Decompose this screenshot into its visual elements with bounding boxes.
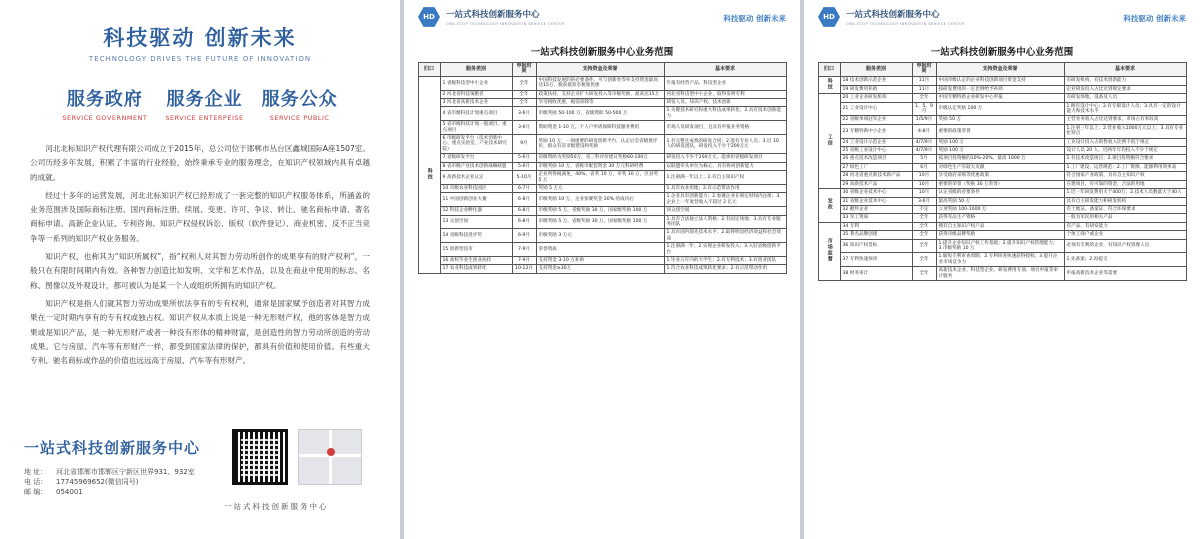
apply-time: 11月 bbox=[912, 76, 936, 85]
requirements: 工业设计投入占销售收入比例不低于规定 bbox=[1064, 138, 1186, 146]
service-name: 25 省级工业设计中心 bbox=[840, 147, 912, 155]
contact-postcode: 邮 编： 054001 bbox=[24, 488, 83, 496]
contact-footer bbox=[0, 427, 400, 539]
support-funds: 奖励 50 万 bbox=[936, 116, 1064, 124]
service-name: 20 工业企业研发机构 bbox=[840, 94, 912, 102]
requirements: 有研发机构，有技术创新能力 bbox=[1064, 76, 1186, 85]
service-name: 36 知识产权贯标 bbox=[840, 239, 912, 253]
service-pillars bbox=[0, 85, 400, 122]
requirements: 申报高新技术企业等需要 bbox=[1064, 267, 1186, 281]
table-row bbox=[418, 215, 786, 229]
service-name: 35 著名品牌创建 bbox=[840, 231, 912, 239]
slogan: 科技驱动 创新未来 bbox=[723, 14, 786, 23]
support-funds: 企业所得税减免，40%，省奖 10 万，市奖 10 万，区县奖 5 万 bbox=[536, 171, 664, 185]
service-name: 24 工业设计示范企业 bbox=[840, 138, 912, 146]
support-funds: 奖励 100 万 bbox=[936, 138, 1064, 146]
category-cell bbox=[818, 94, 840, 189]
support-funds: 省级资助为奖励50万，省三科评价建议奖励60-100万 bbox=[536, 154, 664, 162]
table-row bbox=[818, 124, 1186, 138]
page-header bbox=[804, 0, 1200, 34]
requirements: 同众创空间 bbox=[664, 207, 786, 215]
apply-time: 7-9月 bbox=[512, 243, 536, 257]
table-row bbox=[818, 253, 1186, 267]
table-row bbox=[418, 99, 786, 107]
table-row bbox=[418, 90, 786, 98]
apply-time: 不定 bbox=[912, 205, 936, 213]
requirements: 1.有完整且成熟的研发合同；2.能有专业人员；3.近 10 人的研发团队，研发投入不少于200万元 bbox=[664, 135, 786, 154]
table-header-row: 归口 服务类别 申报时间 支持资金及荣誉 基本要求 bbox=[818, 63, 1186, 77]
apply-time: 6-8月 bbox=[512, 193, 536, 207]
table-row bbox=[818, 85, 1186, 94]
apply-time: 11月 bbox=[912, 85, 936, 94]
table-row bbox=[818, 102, 1186, 116]
apply-time: 3-6月 bbox=[512, 121, 536, 135]
support-funds: 享受政府采购等优惠政策 bbox=[936, 172, 1064, 180]
apply-time: 1、5、9月 bbox=[912, 102, 936, 116]
page-title: 一站式科技创新服务中心业务范围 bbox=[930, 47, 1074, 58]
requirements: 市场人员研发项目，且具有申报业务资格 bbox=[664, 121, 786, 135]
requirements: 有土地证、备案证、符合环保要求 bbox=[1064, 205, 1186, 213]
service-name: 14 省级科技进步奖 bbox=[440, 229, 512, 243]
category-cell bbox=[818, 222, 840, 280]
support-funds: 中国专精特新企业研发中心申报 bbox=[936, 94, 1064, 102]
requirements: 河北省科技型中小企业，取得发明专利 bbox=[664, 90, 786, 98]
apply-time: 10月 bbox=[912, 189, 936, 197]
table-row bbox=[818, 155, 1186, 163]
requirements: 有产品、有研发能力 bbox=[1064, 222, 1186, 230]
intro-paragraph: 知识产权，也称其为“知识所属权”，指“权利人对其智力劳动所创作的成果享有的财产权利”，一般只在有限时间期内有效。各种智力创造比如发明、文学和艺术作品，以及在商业中使用的标志、名称、图像以及外观设计，都可被认为是某一个人或组织所拥有的知识产权。 bbox=[30, 252, 370, 290]
support-funds: 荣誉资质 bbox=[536, 243, 664, 257]
table-row bbox=[818, 267, 1186, 281]
requirements: 有研发场地、设备及人员 bbox=[1064, 94, 1186, 102]
service-name: 27 绿色工厂 bbox=[840, 163, 912, 171]
table-row bbox=[418, 265, 786, 273]
service-name: 17 农业科技成果转化 bbox=[440, 265, 512, 273]
service-name: 21 工业设计中心 bbox=[840, 102, 912, 116]
qr-caption: 一站式科技创新服务中心 bbox=[224, 502, 329, 511]
table-row bbox=[818, 205, 1186, 213]
apply-time: 4/7/9月 bbox=[912, 138, 936, 146]
service-table bbox=[818, 62, 1187, 281]
support-funds: 1.提升企业知识产权工作基础；2.提升知识产权管理能力；3.市级奖励 10 万 bbox=[936, 239, 1064, 253]
headline: 科技驱动 创新未来 bbox=[103, 26, 297, 50]
table-row bbox=[418, 107, 786, 121]
apply-time: 9月 bbox=[512, 135, 536, 154]
support-funds: 支持资金 3-10 万补助 bbox=[536, 256, 664, 264]
table-row bbox=[418, 135, 786, 154]
service-name: 23 专精特新中小企业 bbox=[840, 124, 912, 138]
service-name: 15 创新型县市 bbox=[440, 243, 512, 257]
category-label: 科技 bbox=[826, 77, 833, 90]
apply-time: 4-8月 bbox=[912, 124, 936, 138]
slogan: 科技驱动 创新未来 bbox=[1123, 14, 1186, 23]
support-funds: 奖励 10 万，一项重要的研发创新平台，认定后会省级批评价，群众有省市级建设和奖励 bbox=[536, 135, 664, 154]
requirements: 年报有经营产品、科技型企业 bbox=[664, 76, 786, 90]
requirements: 1.毕业五年内的大学生；2.有专利技术；3.有创业团队 bbox=[664, 256, 786, 264]
service-name: 18 技术创新示范企业 bbox=[840, 76, 912, 85]
service-name: 3 河北省高新技术企业 bbox=[440, 99, 512, 107]
requirements: 设计人员 20 人，近两年年均投入不少于规定 bbox=[1064, 147, 1186, 155]
service-name: 32 瞪羚企业 bbox=[840, 205, 912, 213]
map-pin-icon bbox=[327, 448, 335, 456]
service-table bbox=[418, 62, 787, 274]
table-row bbox=[818, 76, 1186, 85]
support-funds: 1.缩短专利审查周期；2.专利审查快速获得授权；3.提升企业市场竞争力 bbox=[936, 253, 1064, 267]
service-name: 31 省级企业技术中心 bbox=[840, 197, 912, 205]
apply-time: 5-10月 bbox=[512, 171, 536, 185]
table-row bbox=[818, 189, 1186, 197]
category-label: 发改 bbox=[826, 198, 833, 211]
support-funds: 政策扶持，支持企业扩大研发投入等市级奖励，最高达15万 bbox=[536, 90, 664, 98]
apply-time: 6-7月 bbox=[512, 184, 536, 192]
requirements: 1.拥有设计中心；2.有专职设计人员；3.具有一定的设计能力和技术水平 bbox=[1064, 102, 1186, 116]
service-name: 38 财务审计 bbox=[840, 267, 912, 281]
table-row bbox=[418, 193, 786, 207]
requirements: 1.注册三年以上；2.营业收入1000万元以上；3.具有专业化特点 bbox=[1064, 124, 1186, 138]
service-name: 22 省级单项冠军企业 bbox=[840, 116, 912, 124]
table-row bbox=[818, 94, 1186, 102]
table-row bbox=[818, 138, 1186, 146]
brand: 一站式科技创新服务中心 ONE-STOP TECHNOLOGY INNOVATION SERVICE CENTER bbox=[446, 10, 565, 26]
service-name: 30 省级企业技术中心 bbox=[840, 189, 912, 197]
apply-time: 1/5/9月 bbox=[912, 116, 936, 124]
apply-time: 全年 bbox=[512, 99, 536, 107]
table-row bbox=[818, 116, 1186, 124]
service-name: 8 省市级产业技术创新战略联盟 bbox=[440, 162, 512, 170]
intro-paragraph: 河北北标知识产权代理有限公司成立于2015年，总公司位于邯郸市丛台区鑫城国际A座1507室。公司历经多年发展，积累了丰富的行业经验，始终秉承专业的服务理念，在知识产权领域内具有卓越的成就。 bbox=[30, 144, 370, 182]
requirements: 1.具有合法独立法人资格；2.有固定场地；3.具有专业服务团队 bbox=[664, 215, 786, 229]
requirements: 1.具有国内领先技术水平；2.取得明显经济效益和社会效益 bbox=[664, 229, 786, 243]
apply-time: 5-6月 bbox=[512, 154, 536, 162]
service-name: 19 研发费用补助 bbox=[840, 85, 912, 94]
service-name: 12 科技企业孵化器 bbox=[440, 207, 512, 215]
apply-time: 全年 bbox=[912, 253, 936, 267]
table-row bbox=[818, 163, 1186, 171]
requirements: 研发人员、知识产权、技术创新 bbox=[664, 99, 786, 107]
table-row bbox=[818, 172, 1186, 180]
apply-time: 全年 bbox=[912, 222, 936, 230]
requirements: 个体工商户或企业 bbox=[1064, 231, 1186, 239]
table-row bbox=[418, 184, 786, 192]
apply-time: 全年 bbox=[912, 239, 936, 253]
table-header-row: 归口 服务类别 申报时间 支持资金及荣誉 基本要求 bbox=[418, 63, 786, 77]
apply-time: 10月 bbox=[912, 180, 936, 188]
service-name: 5 省市级科技计划一般项目、重点项目 bbox=[440, 121, 512, 135]
table-row bbox=[818, 147, 1186, 155]
category-label: 市场监督 bbox=[826, 238, 833, 263]
pillar-government: 服务政府 SERVICE GOVERNMENT bbox=[62, 89, 148, 122]
support-funds: 市级奖励 10 万，企业参赛奖金 20% 的成功后 bbox=[536, 193, 664, 207]
apply-time: 全年 bbox=[512, 90, 536, 98]
requirements: 1.符合农业科技成果转化要求；2.有示范带动作用 bbox=[664, 265, 786, 273]
apply-time: 3-6月 bbox=[512, 107, 536, 121]
service-scope-page-1 bbox=[404, 0, 800, 539]
hexagon-logo-icon: HD bbox=[818, 6, 840, 28]
support-funds: 中国市级认定的企业科技创新项目资金支持 bbox=[936, 76, 1064, 85]
table-row bbox=[418, 76, 786, 90]
apply-time: 10月 bbox=[912, 172, 936, 180]
service-name: 13 众创空间 bbox=[440, 215, 512, 229]
support-funds: 市级奖励 10 万，省级市配套资金 30 万元科研经费 bbox=[536, 162, 664, 170]
requirements: 1.近一年研发费用大于400万；2.技术人员数量大于40人 bbox=[1064, 189, 1186, 197]
table-row bbox=[418, 256, 786, 264]
service-name: 37 专利快速预审 bbox=[840, 253, 912, 267]
support-funds: 奖励 5 万元 bbox=[536, 184, 664, 192]
service-name: 9 高新技术企业认定 bbox=[440, 171, 512, 185]
support-funds: 享受税收优惠，税前扣除等 bbox=[536, 99, 664, 107]
support-funds: 市级奖励 3 万元 bbox=[536, 229, 664, 243]
support-funds: 对绿色生产有较大贡献 bbox=[936, 163, 1064, 171]
requirements: 主营业务收入占比达到要求，市场占有率较高 bbox=[1064, 116, 1186, 124]
contact-address: 地 址： 河北省邯郸市邯郸区宁新区世界931、932室 bbox=[24, 468, 195, 476]
apply-time: 5-6月 bbox=[512, 162, 536, 170]
table-row bbox=[418, 154, 786, 162]
page-title: 一站式科技创新服务中心业务范围 bbox=[530, 47, 674, 58]
table-row bbox=[418, 207, 786, 215]
service-name: 1 省级科技型中小企业 bbox=[440, 76, 512, 90]
requirements: 在建项目，有可靠的资金、合法的用地 bbox=[1064, 180, 1186, 188]
service-name: 10 市级农业科技园区 bbox=[440, 184, 512, 192]
apply-time: 全年 bbox=[912, 214, 936, 222]
service-name: 26 重点技术改造项目 bbox=[840, 155, 912, 163]
requirements: 必须有专利的企业，有知识产权管理人员 bbox=[1064, 239, 1186, 253]
table-row bbox=[418, 162, 786, 170]
requirements: 1.具有农业用地；2.有示范带动作用 bbox=[664, 184, 786, 192]
category-cell bbox=[418, 76, 440, 273]
requirements: 1.注册满一年；2.实现企业研发投入；3.入驻省级创新平台 bbox=[664, 243, 786, 257]
support-funds: 奖励 100 万 bbox=[936, 147, 1064, 155]
support-funds: 资助资金 1-10 万，个人户申请保障科技服务费用 bbox=[536, 121, 664, 135]
service-name: 29 高新技术产品 bbox=[840, 180, 912, 188]
apply-time: 全年 bbox=[912, 231, 936, 239]
table-row bbox=[418, 243, 786, 257]
category-cell bbox=[818, 189, 840, 223]
requirements: 1.有技术改造项目；2.项目投资额符合要求 bbox=[1064, 155, 1186, 163]
apply-time: 7-9月 bbox=[512, 256, 536, 264]
requirements: 具有自主研发能力和研发机构 bbox=[1064, 197, 1186, 205]
table-row bbox=[818, 231, 1186, 239]
requirements: 1.先备案；2.再提交 bbox=[1064, 253, 1186, 267]
apply-time: 全年 bbox=[912, 267, 936, 281]
requirements: 1.企业具有创新能力；2.参赛企业在规定时间内注册；3.企业上一年度营收入不超过 2 亿元 bbox=[664, 193, 786, 207]
hexagon-logo-icon: HD bbox=[418, 6, 440, 28]
requirements: 研发投入不少于200万元，能承担省级研发项目 bbox=[664, 154, 786, 162]
apply-time: 6-8月 bbox=[512, 215, 536, 229]
brochure-intro-panel bbox=[0, 0, 400, 539]
service-name: 7 省级研发平台 bbox=[440, 154, 512, 162]
table-row bbox=[818, 214, 1186, 222]
support-funds: 按研发费用的一定比例给予补助 bbox=[936, 85, 1064, 94]
support-funds: 立项奖励 100-1000 万 bbox=[936, 205, 1064, 213]
service-name: 4 省市级科技计划重点项目 bbox=[440, 107, 512, 121]
contact-info bbox=[24, 467, 195, 497]
pillar-enterprise: 服务企业 SERVICE ENTERPEISE bbox=[165, 89, 244, 122]
support-funds: 市级认定奖励 100 万 bbox=[936, 102, 1064, 116]
intro-paragraph: 知识产权是指人们就其智力劳动成果所依法享有的专有权利，通常是国家赋予创造者对其智力成果在一定时期内享有的专有权或独占权。知识产权从本质上说是一种无形财产权，他的客体是智力成果或是知识产品，是一种无形财产或者一种没有形体的精神财富，是创造性的智力劳动所创造的劳动成果。它与房屋、汽车等有形财产一样，都受到国家法律的保护，都具有价值和使用价值。有些重大专利、驰名商标或作品的价值也远远高于房屋、汽车等有形财产。 bbox=[30, 298, 370, 366]
apply-time: 5月 bbox=[912, 155, 936, 163]
headline-en: TECHNOLOGY DRIVES THE FUTURE OF INNOVATION bbox=[88, 55, 312, 63]
footer-title: 一站式科技创新服务中心 bbox=[24, 439, 201, 457]
support-funds: 获得军品生产资格 bbox=[936, 214, 1064, 222]
qr-code-icon bbox=[232, 429, 288, 485]
table-row bbox=[818, 197, 1186, 205]
table-row bbox=[818, 239, 1186, 253]
service-scope-page-2 bbox=[804, 0, 1200, 539]
support-funds: 最高奖励 50 万 bbox=[936, 197, 1064, 205]
support-funds: 认定省级的必要条件 bbox=[936, 189, 1064, 197]
brand: 一站式科技创新服务中心 ONE-STOP TECHNOLOGY INNOVATION SERVICE CENTER bbox=[846, 10, 965, 26]
apply-time: 10-12月 bbox=[512, 265, 536, 273]
requirements: 1.关键技术研究和重大科技成果转化；2.具有技术创新能力 bbox=[664, 107, 786, 121]
location-map-icon bbox=[298, 429, 362, 485]
category-label: 工信 bbox=[826, 133, 833, 146]
apply-time: 全年 bbox=[912, 94, 936, 102]
category-cell bbox=[818, 76, 840, 93]
support-funds: 市级奖励 50-100 万，省级资助 50-500 万 bbox=[536, 107, 664, 121]
table-row bbox=[418, 229, 786, 243]
support-funds: 获得市级品牌奖励 bbox=[936, 231, 1064, 239]
apply-time: 6-8月 bbox=[512, 207, 536, 215]
table-row bbox=[418, 171, 786, 185]
apply-time: 3-6月 bbox=[912, 197, 936, 205]
requirements: 一般为军民用相关产品 bbox=[1064, 214, 1186, 222]
support-funds: 市级奖励 5 万，省级奖励 30 万，国家级奖励 100 万 bbox=[536, 215, 664, 229]
contact-phone: 电 话： 17745969652(微信同号) bbox=[24, 478, 139, 486]
requirements: 符合国家产业政策，具有自主知识产权 bbox=[1064, 172, 1186, 180]
table-row bbox=[818, 180, 1186, 188]
intro-paragraph: 经过十多年的运营发展，河北北标知识产权已经形成了一套完整的知识产权服务体系，所涵盖的业务范围涉及国际商标注册、国内商标注册、续展、变更、许可、争议、转让、驰名商标申请、著名商标申请、高新企业认证、专利咨询、知识产权侵权诉讼、版权（软件登记）、商业机密、反不正当竞争等一系列的知识产权业务服务。 bbox=[30, 190, 370, 243]
service-name: 28 河北省重点新技术新产品 bbox=[840, 172, 912, 180]
table-row bbox=[418, 121, 786, 135]
apply-time: 6-9月 bbox=[512, 229, 536, 243]
support-funds: 中国科技发展的的必要条件。可与创新券等举支持资金最高达15万，税前抵扣享税收优惠 bbox=[536, 76, 664, 90]
apply-time: 全年 bbox=[512, 76, 536, 90]
service-name: 11 中国创新创业大赛 bbox=[440, 193, 512, 207]
apply-time: 6月 bbox=[912, 163, 936, 171]
table-row bbox=[818, 222, 1186, 230]
service-name: 2 河北省科技领跑者 bbox=[440, 90, 512, 98]
support-funds: 高新技术企业、科技型企业、研发费用专项、项目申报等审计服务 bbox=[936, 267, 1064, 281]
support-funds: 按项目投资额的10%-20%，最高 1000 万 bbox=[936, 155, 1064, 163]
service-name: 33 军工资质 bbox=[840, 214, 912, 222]
support-funds: 重要的荣誉（奖励 30 万荣誉） bbox=[936, 180, 1064, 188]
service-name: 34 专利 bbox=[840, 222, 912, 230]
requirements: 以联盟牵头单位为核心，具有协同创新能力 bbox=[664, 162, 786, 170]
page-header bbox=[404, 0, 800, 34]
requirements: 1.工厂建设、运营规范；2.工厂资源、能源利用效率高 bbox=[1064, 163, 1186, 171]
requirements: 企业研发投入占比达到规定要求 bbox=[1064, 85, 1186, 94]
service-name: 16 高校毕业生创业扶持 bbox=[440, 256, 512, 264]
pillar-public: 服务公众 SERVICE PUBLIC bbox=[261, 89, 338, 122]
support-funds: 市级奖励 5 万，省级奖励 30 万，国家级奖励 100 万 bbox=[536, 207, 664, 215]
support-funds: 重要的政策荣誉 bbox=[936, 124, 1064, 138]
service-name: 6 市级研发平台（技术创新中心、重点实验室、产业技术研究院） bbox=[440, 135, 512, 154]
support-funds: 拥有自主知识产权产品 bbox=[936, 222, 1064, 230]
category-label: 科技 bbox=[426, 167, 433, 180]
requirements: 1.注册满一年以上；2.有自主知识产权 bbox=[664, 171, 786, 185]
support-funds: 支持资金≥30万 bbox=[536, 265, 664, 273]
apply-time: 4/7/9月 bbox=[912, 147, 936, 155]
company-intro bbox=[0, 122, 400, 368]
